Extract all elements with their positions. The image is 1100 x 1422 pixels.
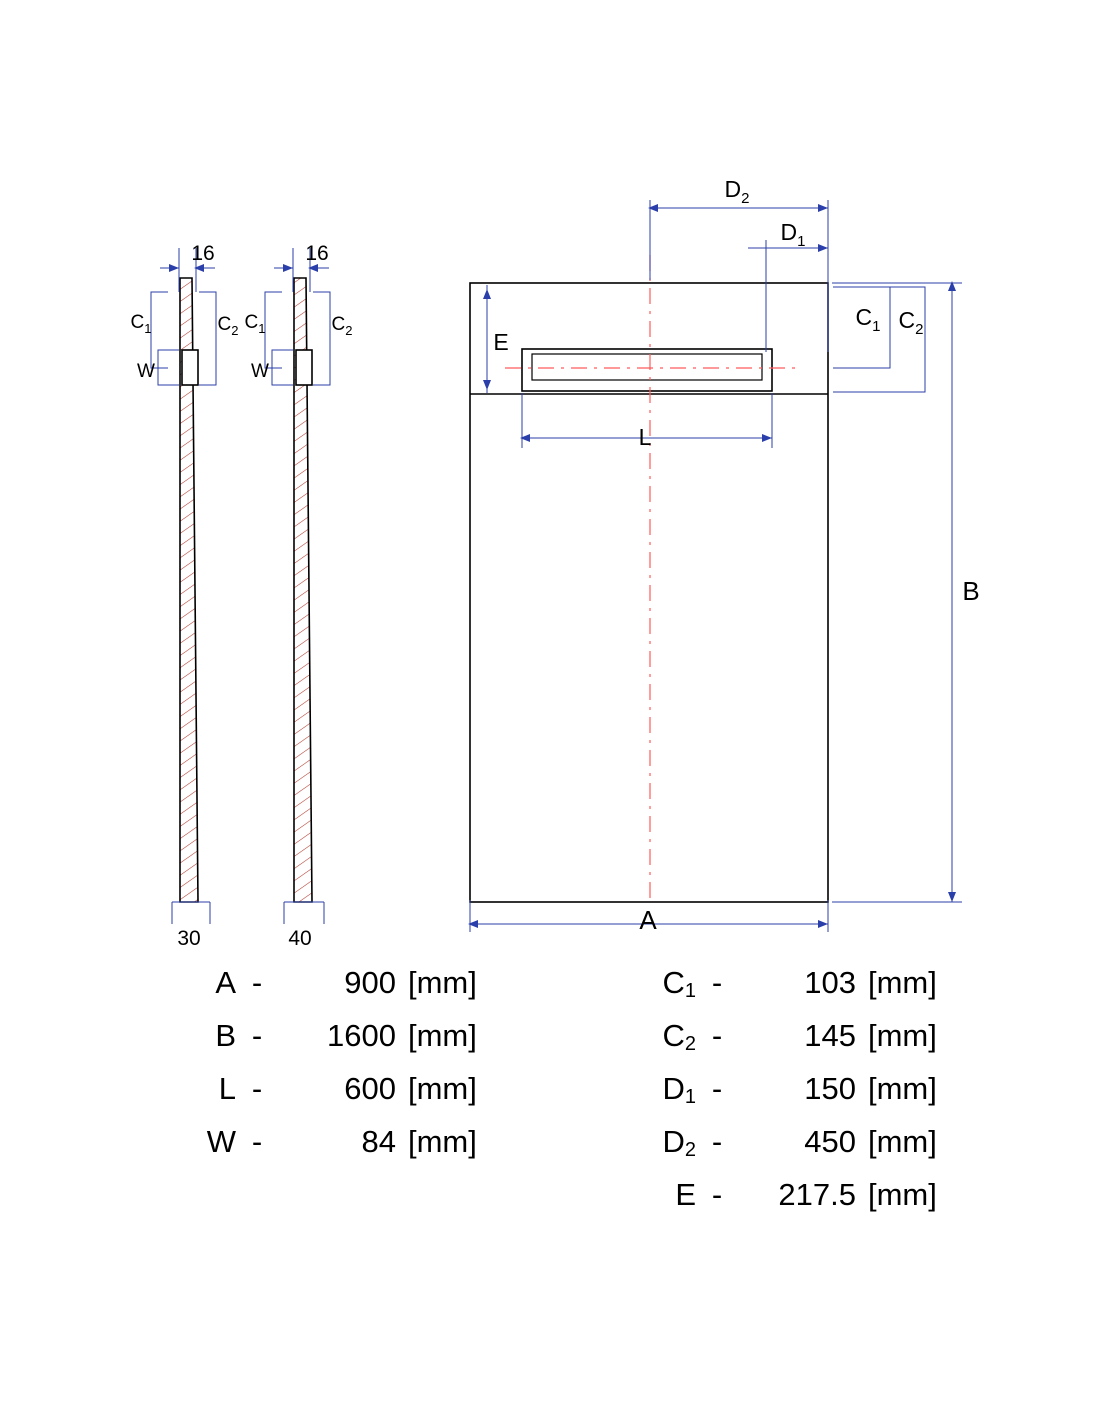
legend-symbol: $C_1$ — [662, 965, 696, 1002]
legend-symbol: A — [215, 965, 236, 1000]
section-left-c2-bracket — [199, 292, 216, 385]
section-right-dim-40 — [284, 902, 324, 924]
plan-channel-inner — [532, 354, 762, 380]
legend-unit: [mm] — [868, 1018, 937, 1053]
legend-dash: - — [251, 1071, 263, 1106]
plan-a-label: A — [639, 905, 657, 935]
legend-symbol: E — [675, 1177, 696, 1212]
legend-dash: - — [711, 1018, 723, 1053]
legend-dash: - — [251, 1124, 263, 1159]
legend-row — [610, 1018, 940, 1071]
legend-row — [610, 965, 940, 1018]
legend-dash: - — [711, 1071, 723, 1106]
section-left-c1-bracket — [151, 292, 168, 368]
legend-dash: - — [251, 1018, 263, 1053]
section-left-w-label: W — [137, 361, 155, 382]
legend-unit: [mm] — [408, 965, 477, 1000]
legend-unit: [mm] — [868, 965, 937, 1000]
legend-unit: [mm] — [408, 1124, 477, 1159]
plan-d1-label: $D_1$ — [780, 219, 806, 250]
section-right-drain — [296, 350, 312, 385]
legend-value: 103 — [804, 965, 856, 1000]
legend-row — [150, 1071, 480, 1124]
legend-symbol: B — [215, 1018, 236, 1053]
plan-l-label: L — [638, 424, 652, 450]
plan-view — [470, 176, 980, 935]
legend-symbol: $C_2$ — [662, 1018, 696, 1055]
legend-value: 217.5 — [778, 1177, 856, 1212]
legend-dash: - — [251, 965, 263, 1000]
section-left-dim-30 — [172, 902, 210, 924]
section-right-bottom-dim-label: 40 — [288, 927, 312, 950]
section-left-bottom-dim-label: 30 — [177, 927, 201, 950]
section-view-left — [131, 242, 239, 950]
legend-value: 900 — [344, 965, 396, 1000]
legend-unit: [mm] — [868, 1177, 937, 1212]
plan-c2-label: $C_2$ — [898, 307, 924, 338]
legend-value: 150 — [804, 1071, 856, 1106]
legend-unit: [mm] — [408, 1071, 477, 1106]
plan-d2-label: $D_2$ — [724, 176, 750, 207]
section-right-c2-label: $C_2$ — [331, 314, 353, 338]
section-right-c2-bracket — [313, 292, 330, 385]
section-left-c2-label: $C_2$ — [217, 314, 239, 338]
section-left-top-dim-label: 16 — [191, 242, 215, 265]
section-right-top-dim-label: 16 — [305, 242, 329, 265]
legend-column-right — [610, 965, 940, 1230]
section-right-c1-label: $C_1$ — [244, 312, 266, 336]
legend-value: 145 — [804, 1018, 856, 1053]
section-right-c1-bracket — [265, 292, 282, 368]
legend-value: 84 — [361, 1124, 396, 1159]
legend-unit: [mm] — [868, 1071, 937, 1106]
plan-e-label: E — [493, 329, 509, 355]
legend-row — [610, 1071, 940, 1124]
legend-dash: - — [711, 965, 723, 1000]
legend-value: 1600 — [327, 1018, 396, 1053]
legend-symbol: $D_2$ — [662, 1124, 696, 1161]
legend-value: 600 — [344, 1071, 396, 1106]
legend-dash: - — [711, 1177, 723, 1212]
legend-symbol: L — [218, 1071, 236, 1106]
legend-row — [150, 1018, 480, 1071]
plan-c2-bracket — [833, 287, 925, 392]
legend-column-left — [150, 965, 480, 1230]
section-right-w-label: W — [251, 361, 269, 382]
legend-row — [150, 965, 480, 1018]
legend-row — [610, 1124, 940, 1177]
legend-row — [610, 1177, 940, 1230]
legend-row — [150, 1124, 480, 1177]
plan-dim-b — [832, 283, 962, 902]
legend-symbol: W — [206, 1124, 236, 1159]
legend-dash: - — [711, 1124, 723, 1159]
section-left-drain — [182, 350, 198, 385]
legend-unit: [mm] — [408, 1018, 477, 1053]
legend-symbol: $D_1$ — [662, 1071, 696, 1108]
legend-value: 450 — [804, 1124, 856, 1159]
section-left-c1-label: $C_1$ — [130, 312, 152, 336]
legend-unit: [mm] — [868, 1124, 937, 1159]
section-view-right — [245, 242, 353, 950]
plan-b-label: B — [962, 576, 980, 606]
plan-c1-label: $C_1$ — [855, 304, 881, 335]
dimension-legend — [150, 965, 950, 1230]
